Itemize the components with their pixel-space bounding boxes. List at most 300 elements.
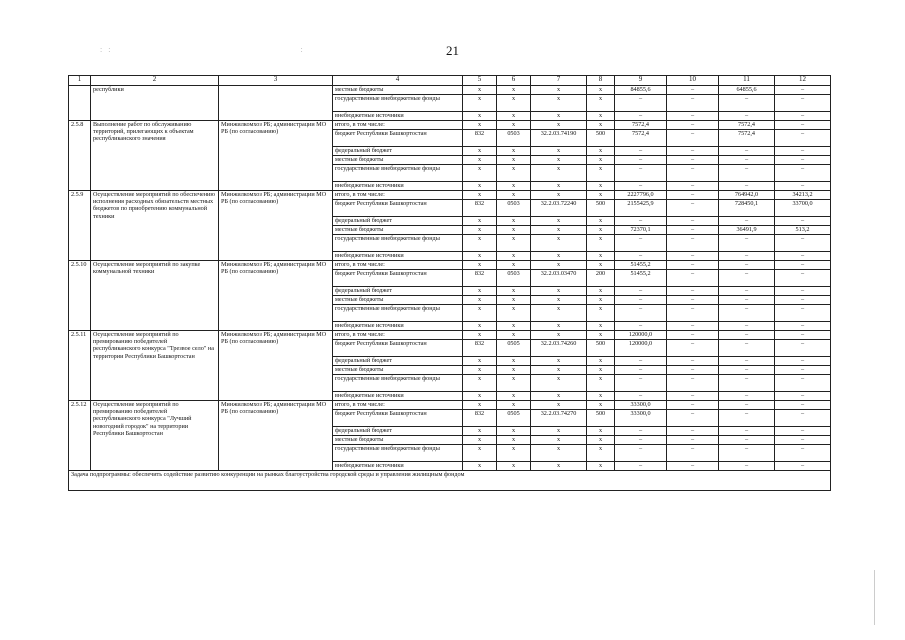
value-cell: х bbox=[587, 462, 615, 471]
value-cell: х bbox=[587, 165, 615, 182]
value-cell: 51455,2 bbox=[615, 270, 667, 287]
source-label: итого, в том числе: bbox=[333, 191, 463, 200]
value-cell: – bbox=[667, 392, 719, 401]
value-cell: х bbox=[587, 331, 615, 340]
value-cell: – bbox=[615, 436, 667, 445]
value-cell: х bbox=[531, 261, 587, 270]
value-cell: 7572,4 bbox=[719, 121, 775, 130]
value-cell: х bbox=[531, 235, 587, 252]
value-cell: х bbox=[587, 217, 615, 226]
value-cell: – bbox=[775, 235, 831, 252]
source-label: государственные внебюджетные фонды bbox=[333, 445, 463, 462]
value-cell: х bbox=[587, 287, 615, 296]
value-cell: х bbox=[463, 445, 497, 462]
value-cell: х bbox=[497, 252, 531, 261]
source-label: внебюджетные источники bbox=[333, 462, 463, 471]
value-cell: – bbox=[615, 235, 667, 252]
value-cell: – bbox=[667, 112, 719, 121]
source-label: внебюджетные источники bbox=[333, 322, 463, 331]
value-cell: – bbox=[667, 357, 719, 366]
value-cell: – bbox=[775, 217, 831, 226]
value-cell: – bbox=[775, 130, 831, 147]
value-cell: х bbox=[497, 366, 531, 375]
value-cell: 32.2.03.03470 bbox=[531, 270, 587, 287]
value-cell: – bbox=[667, 462, 719, 471]
scan-edge-line bbox=[874, 570, 875, 625]
table-row bbox=[69, 331, 831, 340]
value-cell: х bbox=[497, 436, 531, 445]
value-cell: 120000,0 bbox=[615, 331, 667, 340]
value-cell: – bbox=[775, 165, 831, 182]
value-cell: – bbox=[775, 392, 831, 401]
value-cell: 32.2.03.74190 bbox=[531, 130, 587, 147]
source-label: государственные внебюджетные фонды bbox=[333, 375, 463, 392]
value-cell: х bbox=[497, 226, 531, 235]
value-cell: 33300,0 bbox=[615, 410, 667, 427]
value-cell: 764942,0 bbox=[719, 191, 775, 200]
measure-code: 2.5.11 bbox=[69, 331, 91, 401]
source-label: федеральный бюджет bbox=[333, 147, 463, 156]
value-cell: – bbox=[667, 305, 719, 322]
value-cell: – bbox=[719, 287, 775, 296]
value-cell: х bbox=[463, 392, 497, 401]
value-cell: х bbox=[497, 462, 531, 471]
source-label: федеральный бюджет bbox=[333, 217, 463, 226]
value-cell: – bbox=[719, 182, 775, 191]
header-cell: 2 bbox=[91, 76, 219, 86]
header-cell: 12 bbox=[775, 76, 831, 86]
value-cell: х bbox=[531, 296, 587, 305]
value-cell: х bbox=[497, 165, 531, 182]
value-cell: х bbox=[497, 121, 531, 130]
header-cell: 6 bbox=[497, 76, 531, 86]
value-cell: 832 bbox=[463, 270, 497, 287]
value-cell: – bbox=[775, 445, 831, 462]
value-cell: х bbox=[463, 95, 497, 112]
source-label: итого, в том числе: bbox=[333, 121, 463, 130]
source-label: итого, в том числе: bbox=[333, 331, 463, 340]
value-cell: – bbox=[667, 130, 719, 147]
task-row bbox=[69, 471, 831, 491]
value-cell: – bbox=[615, 165, 667, 182]
value-cell: х bbox=[531, 392, 587, 401]
value-cell: х bbox=[587, 366, 615, 375]
source-label: бюджет Республики Башкортостан bbox=[333, 130, 463, 147]
value-cell: х bbox=[531, 366, 587, 375]
value-cell: – bbox=[667, 86, 719, 95]
value-cell: 33700,0 bbox=[775, 200, 831, 217]
value-cell: – bbox=[615, 445, 667, 462]
value-cell: – bbox=[719, 217, 775, 226]
value-cell: х bbox=[463, 86, 497, 95]
header-cell: 4 bbox=[333, 76, 463, 86]
measure-name: Осуществление мероприятий по премированию победителей республиканского конкурса "Лучший новогодний городок" на территории Республики Башкортостан bbox=[91, 401, 219, 471]
value-cell: – bbox=[719, 427, 775, 436]
value-cell: х bbox=[497, 217, 531, 226]
task-statement: Задача подпрограммы: обеспечить содействие развитию конкуренции на рынках благоустройства городской среды и управления жилищным фондом bbox=[69, 471, 831, 491]
row-number-cell bbox=[69, 86, 91, 121]
value-cell: – bbox=[775, 322, 831, 331]
value-cell: х bbox=[463, 287, 497, 296]
value-cell: 34213,2 bbox=[775, 191, 831, 200]
value-cell: 832 bbox=[463, 410, 497, 427]
value-cell: 32.2.03.74260 bbox=[531, 340, 587, 357]
value-cell: х bbox=[463, 462, 497, 471]
value-cell: – bbox=[719, 375, 775, 392]
value-cell: х bbox=[497, 401, 531, 410]
value-cell: х bbox=[531, 287, 587, 296]
value-cell: 120000,0 bbox=[615, 340, 667, 357]
value-cell: – bbox=[615, 182, 667, 191]
value-cell: – bbox=[667, 322, 719, 331]
value-cell: х bbox=[587, 226, 615, 235]
value-cell: х bbox=[531, 252, 587, 261]
value-cell: – bbox=[615, 392, 667, 401]
value-cell: – bbox=[615, 296, 667, 305]
value-cell: – bbox=[615, 95, 667, 112]
table-row bbox=[69, 86, 831, 95]
value-cell: – bbox=[667, 287, 719, 296]
value-cell: х bbox=[587, 296, 615, 305]
value-cell: – bbox=[775, 427, 831, 436]
value-cell: – bbox=[775, 270, 831, 287]
table-row bbox=[69, 121, 831, 130]
value-cell: – bbox=[667, 436, 719, 445]
value-cell: х bbox=[531, 445, 587, 462]
value-cell: – bbox=[667, 410, 719, 427]
value-cell: – bbox=[615, 357, 667, 366]
value-cell: х bbox=[463, 375, 497, 392]
value-cell: 7572,4 bbox=[615, 121, 667, 130]
value-cell: – bbox=[615, 217, 667, 226]
value-cell: х bbox=[463, 156, 497, 165]
value-cell: х bbox=[531, 401, 587, 410]
source-label: местные бюджеты bbox=[333, 296, 463, 305]
measure-name: Осуществление мероприятий по закупке коммунальной техники bbox=[91, 261, 219, 331]
source-label: бюджет Республики Башкортостан bbox=[333, 200, 463, 217]
value-cell: – bbox=[615, 322, 667, 331]
value-cell: х bbox=[531, 305, 587, 322]
value-cell: х bbox=[463, 165, 497, 182]
value-cell: х bbox=[587, 182, 615, 191]
value-cell: – bbox=[719, 436, 775, 445]
value-cell: – bbox=[775, 331, 831, 340]
value-cell: х bbox=[463, 401, 497, 410]
source-label: федеральный бюджет bbox=[333, 427, 463, 436]
source-label: местные бюджеты bbox=[333, 436, 463, 445]
value-cell: – bbox=[667, 121, 719, 130]
value-cell: – bbox=[775, 296, 831, 305]
value-cell: х bbox=[463, 357, 497, 366]
value-cell: – bbox=[667, 182, 719, 191]
value-cell: – bbox=[667, 252, 719, 261]
value-cell: х bbox=[497, 95, 531, 112]
header-cell: 11 bbox=[719, 76, 775, 86]
value-cell: х bbox=[497, 235, 531, 252]
source-label: местные бюджеты bbox=[333, 366, 463, 375]
value-cell: – bbox=[775, 305, 831, 322]
value-cell: – bbox=[719, 156, 775, 165]
value-cell: х bbox=[463, 191, 497, 200]
value-cell: – bbox=[615, 156, 667, 165]
value-cell: – bbox=[719, 112, 775, 121]
value-cell: – bbox=[667, 375, 719, 392]
value-cell: х bbox=[531, 165, 587, 182]
value-cell: х bbox=[497, 305, 531, 322]
value-cell: – bbox=[615, 305, 667, 322]
value-cell: – bbox=[719, 331, 775, 340]
value-cell: – bbox=[775, 156, 831, 165]
value-cell: х bbox=[587, 445, 615, 462]
header-cell: 1 bbox=[69, 76, 91, 86]
value-cell: х bbox=[587, 156, 615, 165]
value-cell: – bbox=[719, 445, 775, 462]
executor-cell bbox=[219, 86, 333, 121]
source-label: местные бюджеты bbox=[333, 156, 463, 165]
value-cell: х bbox=[497, 112, 531, 121]
value-cell: х bbox=[587, 357, 615, 366]
value-cell: – bbox=[615, 366, 667, 375]
value-cell: – bbox=[667, 226, 719, 235]
value-cell: х bbox=[587, 235, 615, 252]
value-cell: – bbox=[667, 445, 719, 462]
table-row bbox=[69, 191, 831, 200]
value-cell: – bbox=[667, 235, 719, 252]
value-cell: – bbox=[667, 340, 719, 357]
value-cell: х bbox=[587, 261, 615, 270]
value-cell: х bbox=[587, 121, 615, 130]
source-label: бюджет Республики Башкортостан bbox=[333, 270, 463, 287]
value-cell: х bbox=[531, 331, 587, 340]
source-label: государственные внебюджетные фонды bbox=[333, 305, 463, 322]
source-label: федеральный бюджет bbox=[333, 287, 463, 296]
header-cell: 10 bbox=[667, 76, 719, 86]
value-cell: х bbox=[531, 427, 587, 436]
source-label: бюджет Республики Башкортостан bbox=[333, 410, 463, 427]
value-cell: х bbox=[531, 226, 587, 235]
value-cell: 64855,6 bbox=[719, 86, 775, 95]
value-cell: 0505 bbox=[497, 340, 531, 357]
value-cell: х bbox=[531, 436, 587, 445]
value-cell: х bbox=[497, 86, 531, 95]
value-cell: 84855,6 bbox=[615, 86, 667, 95]
source-label: внебюджетные источники bbox=[333, 182, 463, 191]
value-cell: – bbox=[775, 287, 831, 296]
value-cell: 32.2.03.72240 bbox=[531, 200, 587, 217]
value-cell: – bbox=[615, 112, 667, 121]
value-cell: 7572,4 bbox=[615, 130, 667, 147]
value-cell: – bbox=[719, 305, 775, 322]
budget-table bbox=[68, 75, 831, 491]
value-cell: х bbox=[587, 401, 615, 410]
value-cell: х bbox=[587, 112, 615, 121]
value-cell: 500 bbox=[587, 340, 615, 357]
value-cell: 32.2.03.74270 bbox=[531, 410, 587, 427]
value-cell: х bbox=[463, 427, 497, 436]
value-cell: х bbox=[497, 296, 531, 305]
source-label: итого, в том числе: bbox=[333, 401, 463, 410]
value-cell: х bbox=[497, 261, 531, 270]
value-cell: х bbox=[463, 235, 497, 252]
value-cell: х bbox=[587, 392, 615, 401]
value-cell: 832 bbox=[463, 130, 497, 147]
executor-cell: Минжилкомхоз РБ; администрации МО РБ (по согласованию) bbox=[219, 191, 333, 261]
value-cell: – bbox=[775, 366, 831, 375]
value-cell: – bbox=[775, 436, 831, 445]
value-cell: – bbox=[775, 182, 831, 191]
source-label: внебюджетные источники bbox=[333, 392, 463, 401]
value-cell: 728450,1 bbox=[719, 200, 775, 217]
value-cell: х bbox=[497, 191, 531, 200]
value-cell: – bbox=[667, 261, 719, 270]
value-cell: – bbox=[615, 427, 667, 436]
value-cell: х bbox=[463, 121, 497, 130]
value-cell: – bbox=[667, 270, 719, 287]
value-cell: 0505 bbox=[497, 410, 531, 427]
value-cell: – bbox=[775, 121, 831, 130]
value-cell: х bbox=[531, 462, 587, 471]
value-cell: – bbox=[667, 95, 719, 112]
header-cell: 8 bbox=[587, 76, 615, 86]
value-cell: х bbox=[531, 375, 587, 392]
header-cell: 7 bbox=[531, 76, 587, 86]
value-cell: х bbox=[463, 252, 497, 261]
value-cell: х bbox=[531, 86, 587, 95]
value-cell: – bbox=[719, 401, 775, 410]
executor-cell: Минжилкомхоз РБ; администрации МО РБ (по согласованию) bbox=[219, 121, 333, 191]
header-cell: 5 bbox=[463, 76, 497, 86]
value-cell: – bbox=[667, 147, 719, 156]
value-cell: – bbox=[775, 147, 831, 156]
value-cell: х bbox=[497, 182, 531, 191]
value-cell: х bbox=[587, 322, 615, 331]
value-cell: 832 bbox=[463, 200, 497, 217]
value-cell: 2155425,9 bbox=[615, 200, 667, 217]
value-cell: 2227796,0 bbox=[615, 191, 667, 200]
value-cell: х bbox=[531, 121, 587, 130]
value-cell: – bbox=[719, 252, 775, 261]
measure-code: 2.5.8 bbox=[69, 121, 91, 191]
value-cell: х bbox=[463, 296, 497, 305]
value-cell: – bbox=[775, 410, 831, 427]
value-cell: х bbox=[587, 305, 615, 322]
page-number: 21 bbox=[446, 43, 459, 58]
measure-name: Осуществление мероприятий по обеспечению исполнения расходных обязательств местных бюджетов по приобретению коммунальной техники bbox=[91, 191, 219, 261]
value-cell: х bbox=[497, 357, 531, 366]
value-cell: 72370,1 bbox=[615, 226, 667, 235]
value-cell: – bbox=[719, 165, 775, 182]
value-cell: х bbox=[587, 375, 615, 392]
value-cell: х bbox=[497, 392, 531, 401]
value-cell: – bbox=[667, 165, 719, 182]
value-cell: – bbox=[667, 331, 719, 340]
value-cell: – bbox=[719, 95, 775, 112]
value-cell: х bbox=[497, 445, 531, 462]
value-cell: х bbox=[463, 366, 497, 375]
value-cell: 51455,2 bbox=[615, 261, 667, 270]
value-cell: х bbox=[587, 191, 615, 200]
value-cell: х bbox=[531, 147, 587, 156]
value-cell: – bbox=[775, 261, 831, 270]
value-cell: 0503 bbox=[497, 270, 531, 287]
value-cell: х bbox=[463, 226, 497, 235]
value-cell: х bbox=[531, 182, 587, 191]
value-cell: – bbox=[667, 401, 719, 410]
header-cell: 9 bbox=[615, 76, 667, 86]
value-cell: х bbox=[497, 375, 531, 392]
value-cell: 200 bbox=[587, 270, 615, 287]
value-cell: х bbox=[531, 357, 587, 366]
value-cell: – bbox=[667, 296, 719, 305]
measure-code: 2.5.9 bbox=[69, 191, 91, 261]
value-cell: х bbox=[587, 252, 615, 261]
value-cell: – bbox=[775, 375, 831, 392]
value-cell: – bbox=[719, 462, 775, 471]
value-cell: – bbox=[775, 112, 831, 121]
source-label: местные бюджеты bbox=[333, 86, 463, 95]
value-cell: – bbox=[615, 147, 667, 156]
value-cell: х bbox=[463, 147, 497, 156]
measure-name: Осуществление мероприятий по премированию победителей республиканского конкурса "Трезвое село" на территории Республики Башкортостан bbox=[91, 331, 219, 401]
value-cell: х bbox=[463, 182, 497, 191]
value-cell: – bbox=[719, 270, 775, 287]
value-cell: – bbox=[719, 235, 775, 252]
value-cell: – bbox=[719, 357, 775, 366]
value-cell: – bbox=[775, 252, 831, 261]
value-cell: – bbox=[775, 86, 831, 95]
value-cell: – bbox=[775, 340, 831, 357]
value-cell: х bbox=[587, 86, 615, 95]
source-label: государственные внебюджетные фонды bbox=[333, 95, 463, 112]
value-cell: х bbox=[587, 95, 615, 112]
value-cell: – bbox=[667, 366, 719, 375]
value-cell: – bbox=[775, 401, 831, 410]
value-cell: – bbox=[719, 392, 775, 401]
value-cell: х bbox=[497, 427, 531, 436]
source-label: бюджет Республики Башкортостан bbox=[333, 340, 463, 357]
value-cell: 36491,9 bbox=[719, 226, 775, 235]
value-cell: х bbox=[497, 147, 531, 156]
value-cell: х bbox=[531, 95, 587, 112]
value-cell: х bbox=[463, 261, 497, 270]
value-cell: х bbox=[531, 322, 587, 331]
table-row bbox=[69, 261, 831, 270]
value-cell: – bbox=[719, 340, 775, 357]
source-label: местные бюджеты bbox=[333, 226, 463, 235]
value-cell: х bbox=[531, 112, 587, 121]
value-cell: – bbox=[775, 357, 831, 366]
source-label: государственные внебюджетные фонды bbox=[333, 165, 463, 182]
source-label: внебюджетные источники bbox=[333, 252, 463, 261]
value-cell: 500 bbox=[587, 200, 615, 217]
value-cell: – bbox=[667, 200, 719, 217]
value-cell: – bbox=[667, 156, 719, 165]
measure-code: 2.5.12 bbox=[69, 401, 91, 471]
value-cell: х bbox=[497, 331, 531, 340]
value-cell: х bbox=[463, 112, 497, 121]
header-cell: 3 bbox=[219, 76, 333, 86]
value-cell: х bbox=[463, 436, 497, 445]
value-cell: – bbox=[719, 147, 775, 156]
value-cell: – bbox=[719, 261, 775, 270]
value-cell: х bbox=[587, 427, 615, 436]
value-cell: – bbox=[719, 366, 775, 375]
value-cell: – bbox=[719, 410, 775, 427]
value-cell: 33300,0 bbox=[615, 401, 667, 410]
value-cell: х bbox=[587, 436, 615, 445]
measure-name: республики bbox=[91, 86, 219, 121]
value-cell: 0503 bbox=[497, 200, 531, 217]
